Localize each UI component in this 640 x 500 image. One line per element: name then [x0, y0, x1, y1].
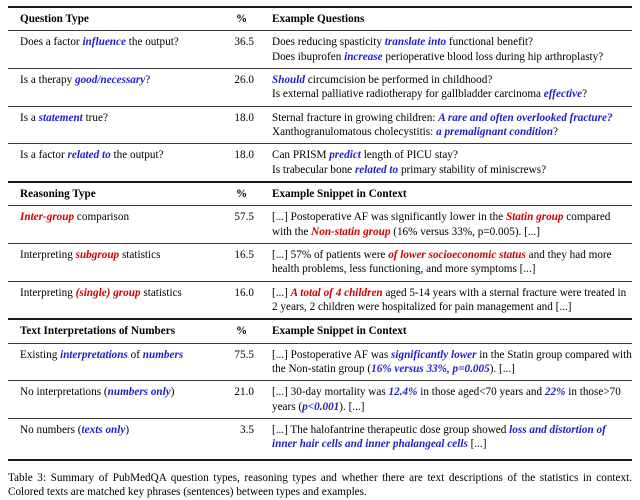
example-plain: and they had more health problems, less functioning, and more symptoms [...]	[272, 248, 612, 276]
example-highlight: loss and distortion of inner hair cells and inner phalangeal cells	[272, 423, 606, 451]
type-plain: Does a factor	[20, 36, 83, 49]
row-percent-value: 16.5	[234, 248, 254, 261]
example-plain: in those aged<70 years and	[417, 386, 545, 399]
type-plain: comparison	[74, 211, 130, 224]
type-plain: No interpretations (	[20, 386, 108, 399]
example-highlight: a premalignant condition	[436, 125, 553, 138]
example-highlight: related to	[354, 163, 399, 176]
example-highlight: p<0.001	[302, 400, 340, 413]
example-highlight: Should	[272, 73, 305, 86]
example-line	[272, 87, 632, 101]
column-header-type: Reasoning Type	[20, 187, 96, 200]
example-line	[272, 111, 632, 125]
example-paragraph	[272, 210, 632, 239]
type-highlight: (single) group	[75, 286, 141, 299]
table-row	[8, 31, 632, 69]
example-plain: Does reducing spasticity	[272, 36, 385, 49]
example-plain: Is external palliative radiotherapy for gallbladder carcinoma	[272, 88, 544, 101]
table-row	[8, 106, 632, 144]
type-highlight: subgroup	[75, 248, 120, 261]
example-paragraph	[272, 423, 632, 452]
row-example-text	[262, 144, 632, 182]
table-body	[8, 7, 632, 456]
example-highlight: A total of 4 children	[290, 286, 383, 299]
example-highlight: A rare and often overlooked fracture?	[438, 111, 613, 124]
caption-label: Table 3:	[8, 471, 47, 484]
type-plain: statistics	[140, 286, 182, 299]
table-caption	[8, 471, 632, 500]
section-header-row	[8, 319, 632, 343]
type-plain: )	[125, 423, 130, 436]
type-plain: the output?	[125, 36, 179, 49]
type-plain: true?	[82, 111, 108, 124]
type-plain: Is a	[20, 111, 39, 124]
row-example-text	[262, 381, 632, 419]
example-plain: perioperative blood loss during hip arthroplasty?	[382, 50, 604, 63]
type-plain: of	[127, 348, 143, 361]
row-percent-value: 57.5	[234, 211, 254, 224]
section-header-row	[8, 7, 632, 31]
row-type-label	[8, 68, 230, 106]
example-paragraph	[272, 385, 632, 414]
example-plain: [...] The halofantrine therapeutic dose group showed	[272, 423, 510, 436]
row-example-text	[262, 31, 632, 69]
example-plain: [...] Postoperative AF was significantly lower in the	[272, 211, 506, 224]
column-header-example: Example Snippet in Context	[272, 325, 407, 338]
row-type-label	[8, 343, 230, 381]
table-row	[8, 418, 632, 455]
row-type-label	[8, 106, 230, 144]
column-header-percent: %	[236, 13, 248, 25]
example-line	[272, 35, 632, 49]
row-percent-value: 16.0	[234, 286, 254, 299]
pubmedqa-summary-table	[8, 6, 632, 456]
row-example-text	[262, 418, 632, 455]
example-highlight: Non-statin group	[311, 225, 391, 238]
type-highlight: statement	[38, 111, 83, 124]
example-highlight: 12.4%	[388, 386, 418, 399]
column-header-percent: %	[236, 187, 248, 200]
type-plain: Is a therapy	[20, 73, 75, 86]
type-plain: the output?	[110, 149, 164, 162]
row-type-label	[8, 206, 230, 244]
table-row	[8, 68, 632, 106]
table-row	[8, 206, 632, 244]
example-highlight: increase	[344, 50, 383, 63]
type-plain: Interpreting	[20, 286, 76, 299]
row-percent-value: 3.5	[240, 423, 254, 436]
row-percent-value: 18.0	[234, 149, 254, 162]
row-percent-value: 21.0	[234, 386, 254, 399]
example-plain: ?	[582, 88, 588, 101]
example-highlight: Statin group	[505, 211, 564, 224]
type-highlight: influence	[82, 36, 126, 49]
type-highlight: Inter-group	[20, 211, 75, 224]
example-plain: length of PICU stay?	[360, 149, 458, 162]
row-type-label	[8, 381, 230, 419]
column-header-example: Example Snippet in Context	[272, 187, 407, 200]
type-highlight: numbers	[142, 348, 184, 361]
table-row	[8, 281, 632, 319]
row-example-text	[262, 206, 632, 244]
row-example-text	[262, 243, 632, 281]
example-paragraph	[272, 348, 632, 377]
example-plain: in the Statin group compared with the Non-statin group (	[272, 348, 632, 375]
row-type-label	[8, 281, 230, 319]
type-plain: ?	[145, 73, 151, 86]
type-plain: )	[170, 386, 175, 399]
row-percent-value: 26.0	[234, 73, 254, 86]
example-line	[272, 163, 632, 177]
row-example-text	[262, 68, 632, 106]
example-plain: primary stability of miniscrews?	[398, 163, 547, 176]
example-highlight: translate into	[384, 36, 447, 49]
column-header-example: Example Questions	[272, 13, 365, 25]
example-highlight: significantly lower	[391, 348, 477, 361]
example-line	[272, 50, 632, 64]
example-plain: [...]	[467, 438, 487, 451]
type-highlight: texts only	[81, 423, 126, 436]
type-plain: Existing	[20, 348, 61, 361]
row-type-label	[8, 418, 230, 455]
row-example-text	[262, 343, 632, 381]
table-bottom-rule	[8, 459, 632, 461]
example-plain: circumcision be performed in childhood?	[304, 73, 493, 86]
type-plain: Is a factor	[20, 149, 68, 162]
row-type-label	[8, 144, 230, 182]
example-plain: Sternal fracture in growing children:	[272, 111, 439, 124]
example-line	[272, 148, 632, 162]
example-plain: aged 5-14 years with a sternal fracture were treated in 2 years, 2 children were hospitalized for pain management and [...]	[272, 286, 627, 313]
example-plain: compared with the	[272, 211, 611, 238]
example-plain: Xanthogranulomatous cholecystitis:	[272, 125, 437, 138]
type-plain: Interpreting	[20, 248, 76, 261]
row-type-label	[8, 243, 230, 281]
example-plain: [...] 57% of patients were	[272, 248, 389, 261]
table-row	[8, 343, 632, 381]
row-type-label	[8, 31, 230, 69]
example-highlight: predict	[329, 149, 361, 162]
example-plain: ). [...]	[489, 362, 515, 375]
example-highlight: of lower socioeconomic status	[388, 248, 526, 261]
type-highlight: numbers only	[107, 386, 171, 399]
column-header-percent: %	[236, 325, 248, 338]
caption-text: Summary of PubMedQA question types, reasoning types and whether there are text descriptions of the statistics in context. Colored texts are matched key phrases (sentences) between types and examples.	[8, 471, 632, 499]
row-example-text	[262, 281, 632, 319]
table-row	[8, 243, 632, 281]
type-highlight: interpretations	[60, 348, 128, 361]
example-plain: in those>70 years (	[272, 386, 621, 413]
example-line	[272, 125, 632, 139]
example-highlight: 16% versus 33%, p=0.005	[371, 362, 490, 375]
type-plain: statistics	[119, 248, 161, 261]
type-highlight: good/necessary	[74, 73, 146, 86]
example-highlight: 22%	[544, 386, 566, 399]
row-example-text	[262, 106, 632, 144]
example-plain: [...]	[272, 286, 291, 299]
example-highlight: effective	[543, 88, 583, 101]
example-plain: (16% versus 33%, p=0.005). [...]	[390, 225, 540, 238]
row-percent-value: 18.0	[234, 111, 254, 124]
example-plain: [...] Postoperative AF was	[272, 348, 392, 361]
row-percent-value: 36.5	[234, 36, 254, 49]
example-plain: functional benefit?	[446, 36, 534, 49]
table-row	[8, 381, 632, 419]
type-plain: No numbers (	[20, 423, 82, 436]
example-plain: ?	[552, 125, 558, 138]
example-plain: [...] 30-day mortality was	[272, 386, 389, 399]
table-row	[8, 144, 632, 182]
example-plain: Does ibuprofen	[272, 50, 345, 63]
row-percent-value: 75.5	[234, 348, 254, 361]
column-header-type: Text Interpretations of Numbers	[20, 325, 176, 338]
column-header-type: Question Type	[20, 13, 89, 25]
example-plain: Can PRISM	[272, 149, 330, 162]
type-highlight: related to	[67, 149, 111, 162]
section-header-row	[8, 182, 632, 206]
example-paragraph	[272, 248, 632, 277]
example-paragraph	[272, 286, 632, 315]
example-plain: ). [...]	[339, 400, 365, 413]
example-plain: Is trabecular bone	[272, 163, 355, 176]
example-line	[272, 73, 632, 87]
